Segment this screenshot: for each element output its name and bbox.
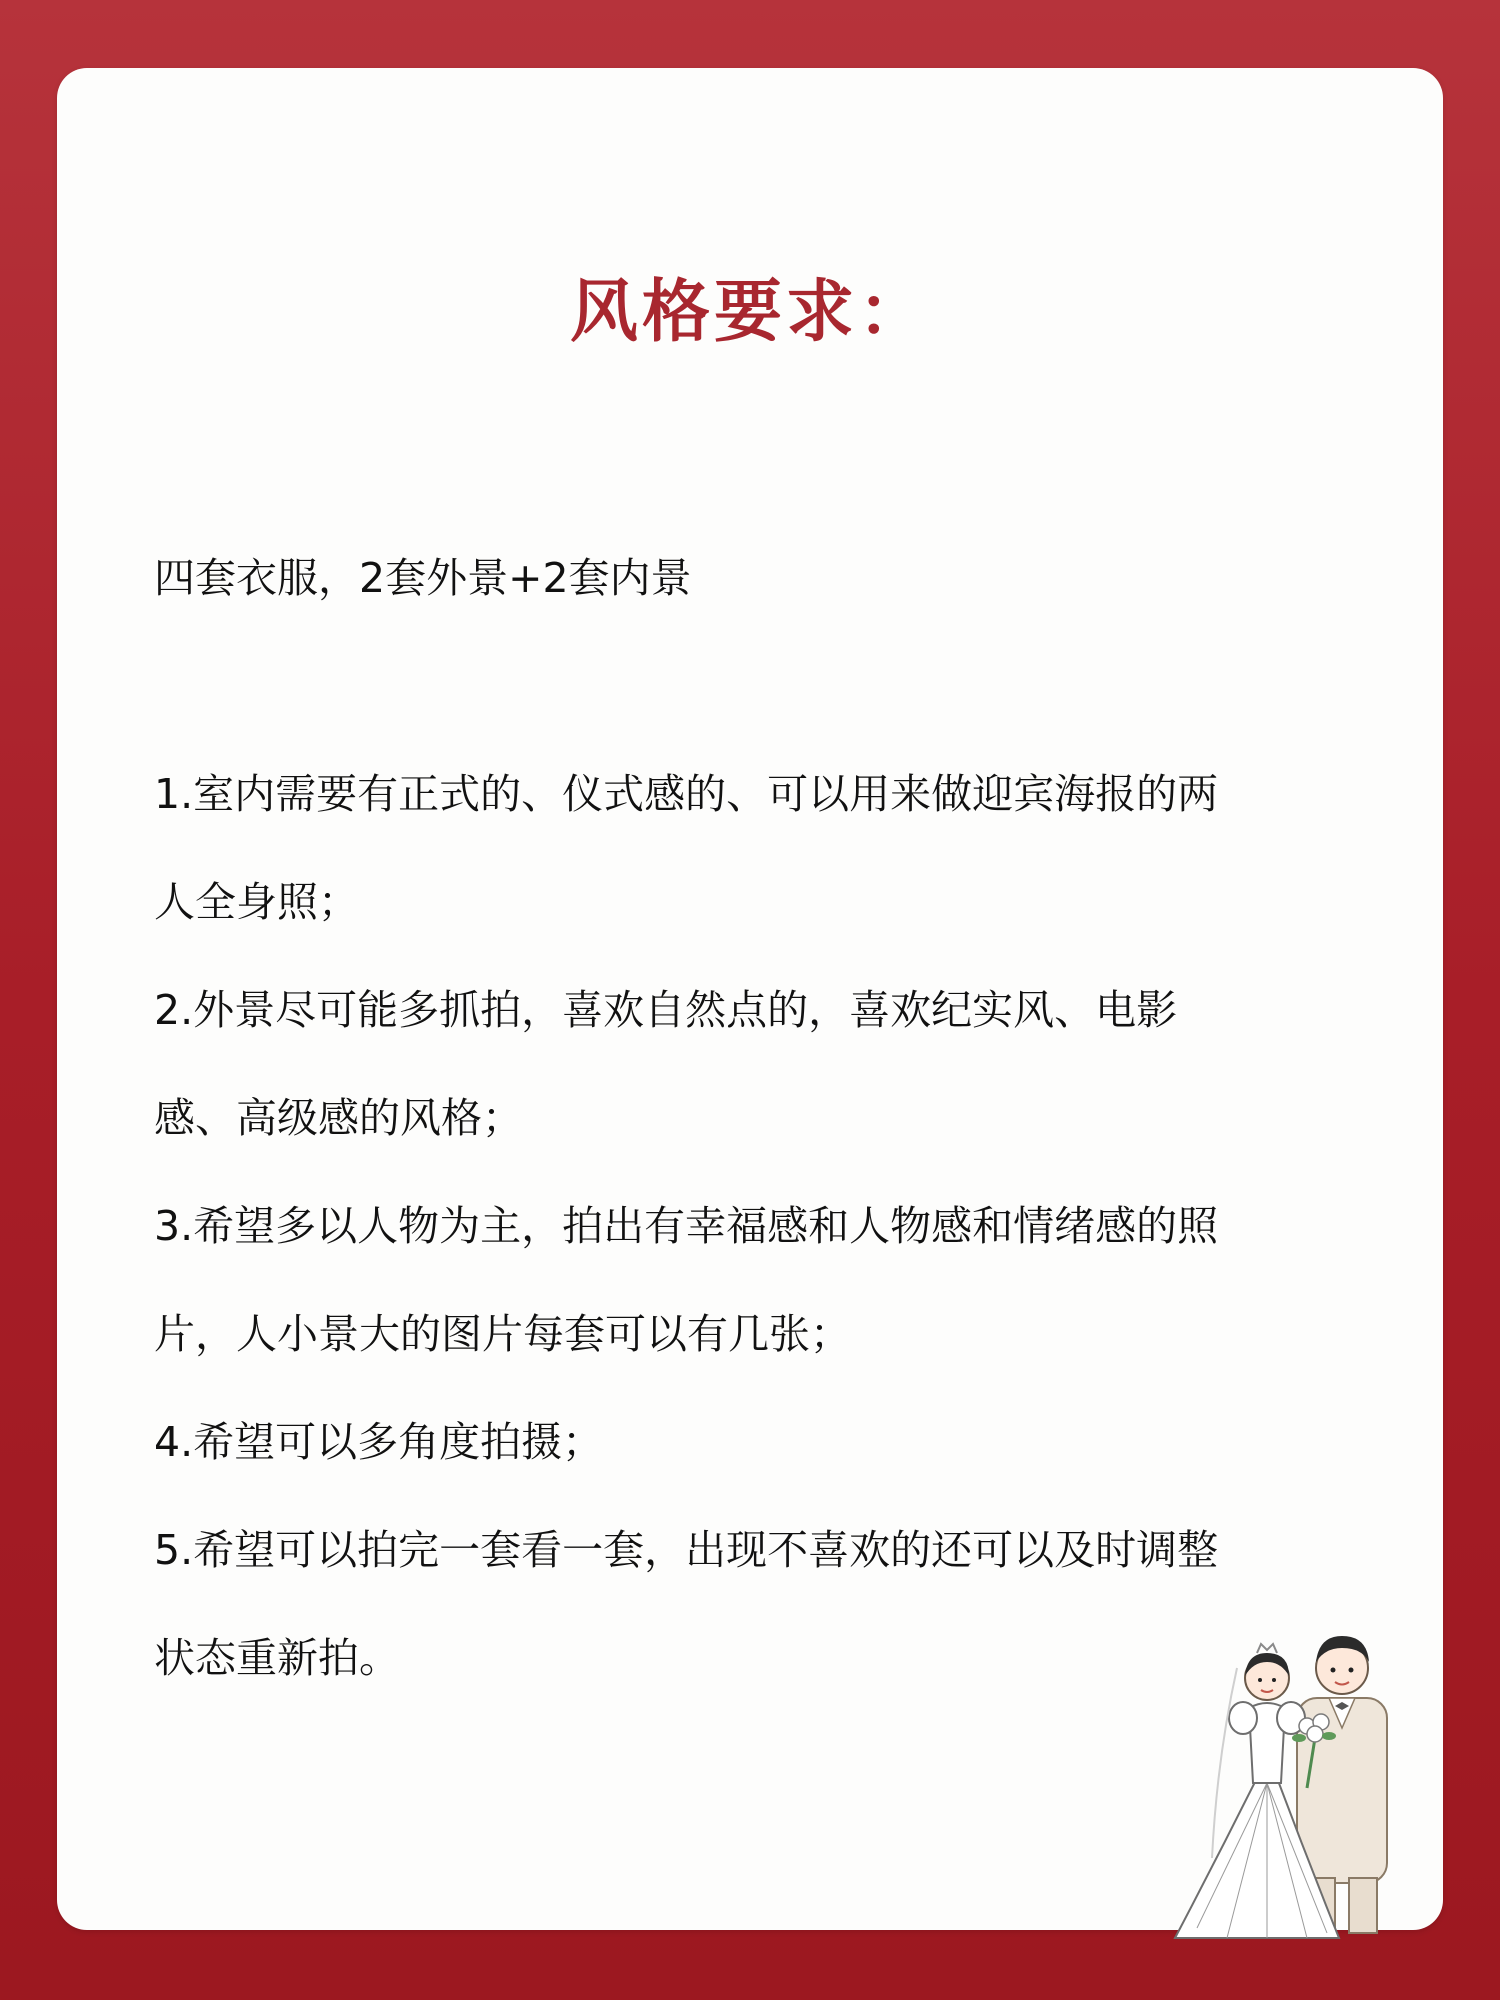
item-1-line-2: 人全身照； [154, 878, 359, 926]
intro-line: 四套衣服，2套外景+2套内景 [154, 554, 692, 602]
item-5-line-2: 状态重新拍。 [154, 1634, 400, 1682]
item-1-line-1: 1.室内需要有正式的、仪式感的、可以用来做迎宾海报的两 [154, 770, 1219, 818]
item-2-line-1: 2.外景尽可能多抓拍，喜欢自然点的，喜欢纪实风、电影 [154, 986, 1178, 1034]
spacer [154, 632, 1374, 740]
bride-and-groom-illustration [1157, 1598, 1437, 1958]
item-5-line-1: 5.希望可以拍完一套看一套，出现不喜欢的还可以及时调整 [154, 1526, 1219, 1574]
item-3-line-2: 片，人小景大的图片每套可以有几张； [154, 1310, 851, 1358]
item-3-line-1: 3.希望多以人物为主，拍出有幸福感和人物感和情绪感的照 [154, 1202, 1219, 1250]
requirements-text [154, 524, 1374, 1712]
item-2-line-2: 感、高级感的风格； [154, 1094, 523, 1142]
content-card [57, 68, 1443, 1930]
page-title: 风格要求： [569, 273, 930, 352]
item-4-line: 4.希望可以多角度拍摄； [154, 1418, 604, 1466]
